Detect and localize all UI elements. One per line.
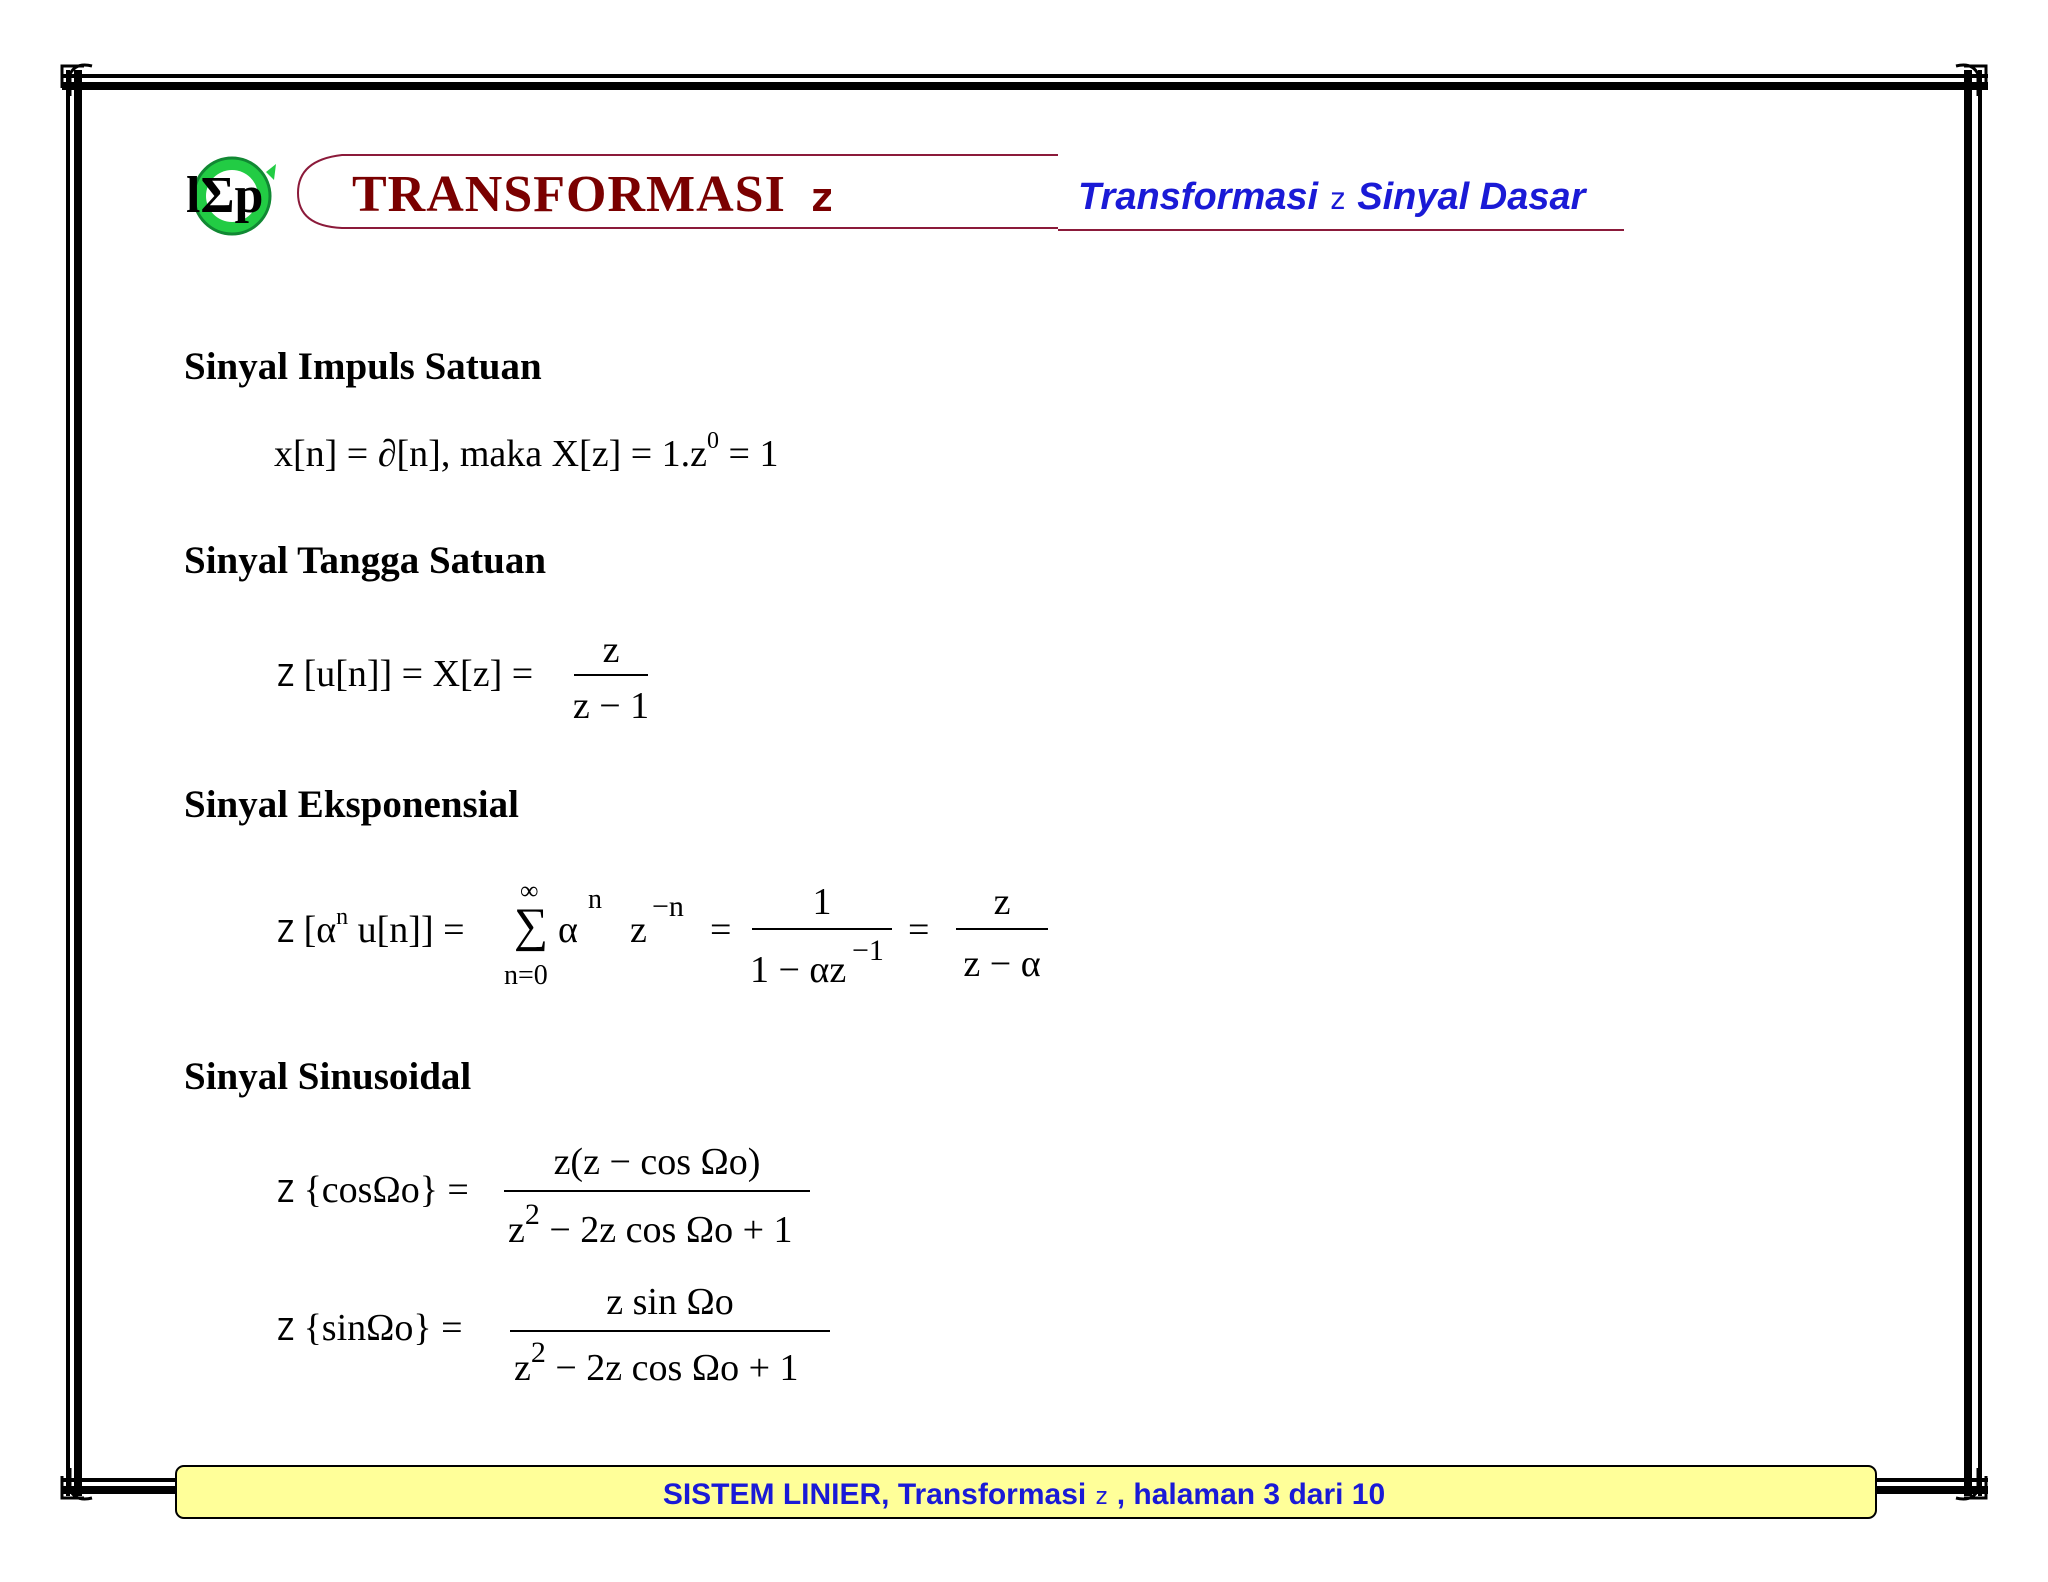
equation-sin-lhs: [276, 1306, 463, 1350]
sum-z-exponent: −n: [652, 890, 684, 923]
equation-step-lhs: [276, 652, 533, 696]
sum-z: z: [630, 909, 647, 951]
sum-symbol: ∑: [514, 899, 549, 952]
subtitle-symbol: z: [1328, 182, 1347, 217]
title-symbol: z: [809, 175, 835, 221]
exp-lhs-exponent: n: [336, 904, 349, 930]
cos-den-exponent: 2: [524, 1198, 540, 1231]
sum-upper-limit: ∞: [520, 876, 539, 905]
equation-cos-lhs: [276, 1168, 469, 1212]
impulse-exponent: 0: [707, 428, 720, 454]
step-denominator: z − 1: [572, 685, 650, 727]
exp-lhs-b: u[n]] =: [348, 909, 465, 951]
cos-numerator: z(z − cos Ωo): [553, 1141, 761, 1183]
equation-impulse: [274, 428, 779, 476]
sum-alpha-exponent: n: [588, 884, 602, 915]
heading-impulse: Sinyal Impuls Satuan: [184, 345, 542, 388]
cos-den-rest: − 2z cos Ωo + 1: [539, 1209, 793, 1251]
exp-equals-2: =: [908, 909, 930, 951]
sin-den-rest: − 2z cos Ωo + 1: [545, 1347, 799, 1389]
heading-exponential: Sinyal Eksponensial: [184, 783, 519, 826]
footer-text-a: SISTEM LINIER, Transformasi: [662, 1478, 1087, 1511]
z-operator: Z: [276, 659, 295, 694]
exp-lhs-a: [α: [294, 909, 337, 951]
sin-den-base: z: [514, 1347, 531, 1389]
impulse-rhs: = 1: [719, 433, 779, 475]
impulse-lhs: x[n] = ∂[n], maka X[z] = 1.z: [274, 433, 708, 475]
sin-denominator: [514, 1336, 799, 1390]
z-operator: Z: [276, 1175, 295, 1210]
z-operator: Z: [276, 1313, 295, 1348]
cos-den-base: z: [508, 1209, 525, 1251]
equation-exp-lhs: [276, 904, 465, 952]
sin-den-exponent: 2: [530, 1336, 546, 1369]
exp-fraction1-numerator: 1: [812, 881, 832, 923]
exp-fraction1-denominator: 1 − αz: [750, 949, 847, 991]
page-subtitle: [1078, 176, 1585, 219]
exp-fraction1-bar: [752, 928, 892, 930]
footer-symbol: z: [1094, 1482, 1109, 1510]
exp-fraction1-denominator-exponent: −1: [852, 934, 884, 967]
exp-fraction2-denominator: z − α: [963, 943, 1041, 985]
sin-lhs: {sinΩo} =: [294, 1307, 463, 1349]
step-numerator: z: [602, 629, 620, 671]
sin-numerator: z sin Ωo: [606, 1281, 734, 1323]
sum-lower-limit: n=0: [504, 960, 548, 991]
subtitle-suffix: Sinyal Dasar: [1357, 176, 1586, 218]
step-fraction-bar: [574, 674, 648, 676]
exp-fraction2-numerator: z: [993, 881, 1011, 923]
page-title: [352, 165, 835, 224]
logo-icon: [180, 142, 284, 246]
title-text: TRANSFORMASI: [352, 166, 786, 223]
cos-fraction-bar: [504, 1190, 810, 1192]
page-footer: [0, 1478, 2048, 1512]
cos-lhs: {cosΩo} =: [294, 1169, 469, 1211]
svg-text:lΣp: lΣp: [186, 167, 264, 224]
sin-fraction-bar: [510, 1330, 830, 1332]
exp-fraction2-bar: [956, 928, 1048, 930]
heading-step: Sinyal Tangga Satuan: [184, 539, 547, 582]
sum-alpha: α: [558, 909, 578, 951]
step-lhs: [u[n]] = X[z] =: [294, 653, 534, 695]
exp-equals-1: =: [710, 909, 732, 951]
z-operator: Z: [276, 915, 295, 950]
cos-denominator: [508, 1198, 793, 1252]
subtitle-prefix: Transformasi: [1078, 176, 1319, 218]
footer-text-b: , halaman 3 dari 10: [1116, 1478, 1386, 1511]
heading-sinusoidal: Sinyal Sinusoidal: [184, 1055, 472, 1098]
